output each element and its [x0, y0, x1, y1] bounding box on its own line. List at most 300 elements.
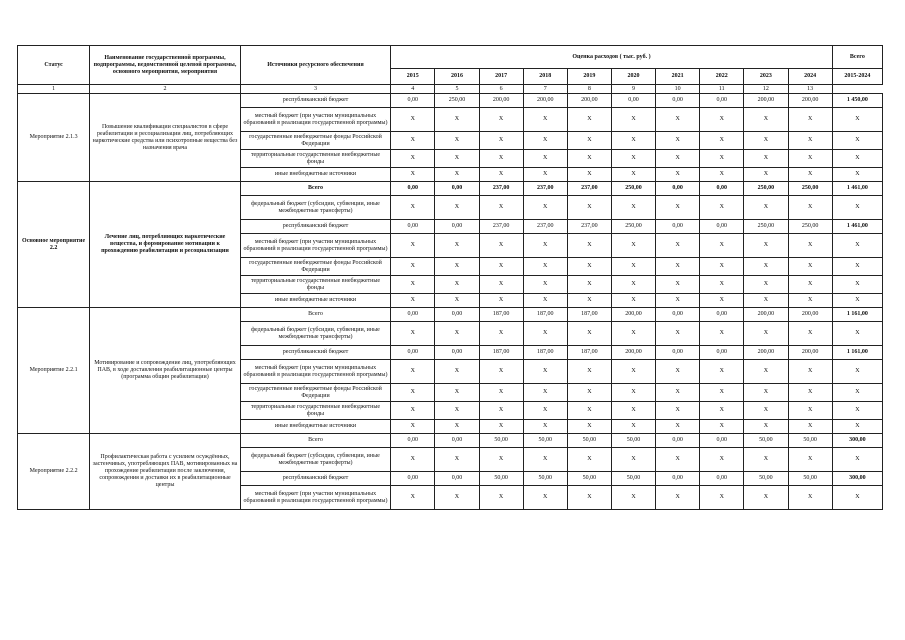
- source-cell: территориальные государственные внебюджетные фонды: [240, 150, 391, 168]
- header-sources: Источники ресурсного обеспечения: [240, 46, 391, 85]
- column-number: 5: [435, 85, 479, 94]
- measure-name-cell: Профилактическая работа с усилием осуждённых, застенчивых, употребляющих ПАВ, мотивированных на прохождение реабилитации после заключения, сопровождения и доставки их в реабилитационные центры: [90, 434, 241, 510]
- value-cell: X: [567, 108, 611, 132]
- value-cell: X: [523, 276, 567, 294]
- status-cell: Мероприятие 2.2.1: [18, 308, 90, 434]
- source-cell: государственные внебюджетные фонды Российской Федерации: [240, 384, 391, 402]
- value-cell: 0,00: [700, 94, 744, 108]
- value-cell: X: [788, 294, 832, 308]
- total-cell: 1 161,00: [832, 308, 882, 322]
- value-cell: 0,00: [435, 346, 479, 360]
- value-cell: X: [788, 486, 832, 510]
- value-cell: X: [700, 420, 744, 434]
- source-cell: республиканский бюджет: [240, 472, 391, 486]
- value-cell: 0,00: [391, 220, 435, 234]
- value-cell: X: [479, 384, 523, 402]
- value-cell: X: [567, 384, 611, 402]
- value-cell: X: [744, 420, 788, 434]
- value-cell: 0,00: [656, 346, 700, 360]
- value-cell: X: [611, 384, 655, 402]
- value-cell: X: [479, 150, 523, 168]
- value-cell: X: [611, 402, 655, 420]
- value-cell: X: [391, 322, 435, 346]
- value-cell: 50,00: [523, 472, 567, 486]
- value-cell: X: [700, 132, 744, 150]
- value-cell: X: [523, 448, 567, 472]
- total-cell: 1 461,00: [832, 182, 882, 196]
- value-cell: X: [611, 486, 655, 510]
- column-number: 9: [611, 85, 655, 94]
- value-cell: X: [479, 276, 523, 294]
- total-cell: X: [832, 420, 882, 434]
- value-cell: X: [656, 448, 700, 472]
- header-year: 2024: [788, 69, 832, 85]
- total-cell: 1 161,00: [832, 346, 882, 360]
- value-cell: 200,00: [788, 346, 832, 360]
- value-cell: X: [788, 360, 832, 384]
- value-cell: 200,00: [567, 94, 611, 108]
- column-number: 13: [788, 85, 832, 94]
- value-cell: 0,00: [611, 94, 655, 108]
- source-cell: иные внебюджетные источники: [240, 420, 391, 434]
- value-cell: X: [788, 420, 832, 434]
- value-cell: X: [391, 360, 435, 384]
- value-cell: X: [567, 420, 611, 434]
- value-cell: X: [656, 322, 700, 346]
- column-number: 8: [567, 85, 611, 94]
- value-cell: 50,00: [744, 434, 788, 448]
- value-cell: 237,00: [523, 220, 567, 234]
- value-cell: 0,00: [435, 472, 479, 486]
- value-cell: X: [435, 234, 479, 258]
- source-cell: федеральный бюджет (субсидии, субвенции, иные межбюджетные трансферты): [240, 448, 391, 472]
- value-cell: X: [744, 132, 788, 150]
- value-cell: X: [611, 150, 655, 168]
- source-cell: иные внебюджетные источники: [240, 168, 391, 182]
- value-cell: X: [788, 384, 832, 402]
- header-total-period: 2015-2024: [832, 69, 882, 85]
- value-cell: 200,00: [523, 94, 567, 108]
- value-cell: X: [479, 486, 523, 510]
- value-cell: X: [744, 486, 788, 510]
- source-cell: республиканский бюджет: [240, 94, 391, 108]
- value-cell: X: [788, 448, 832, 472]
- column-number: 1: [18, 85, 90, 94]
- value-cell: X: [523, 420, 567, 434]
- value-cell: X: [391, 258, 435, 276]
- value-cell: X: [744, 276, 788, 294]
- value-cell: X: [523, 168, 567, 182]
- value-cell: X: [523, 258, 567, 276]
- value-cell: X: [611, 322, 655, 346]
- column-number: 7: [523, 85, 567, 94]
- value-cell: X: [744, 294, 788, 308]
- value-cell: X: [567, 132, 611, 150]
- value-cell: 200,00: [611, 346, 655, 360]
- total-cell: X: [832, 234, 882, 258]
- value-cell: X: [567, 322, 611, 346]
- value-cell: X: [523, 360, 567, 384]
- source-cell: территориальные государственные внебюджетные фонды: [240, 276, 391, 294]
- value-cell: X: [744, 196, 788, 220]
- value-cell: X: [567, 276, 611, 294]
- value-cell: X: [744, 168, 788, 182]
- value-cell: X: [523, 132, 567, 150]
- total-cell: X: [832, 168, 882, 182]
- value-cell: X: [567, 402, 611, 420]
- value-cell: X: [611, 276, 655, 294]
- value-cell: X: [656, 168, 700, 182]
- total-cell: X: [832, 486, 882, 510]
- value-cell: X: [391, 132, 435, 150]
- value-cell: 237,00: [567, 220, 611, 234]
- value-cell: 0,00: [435, 308, 479, 322]
- value-cell: 50,00: [567, 472, 611, 486]
- value-cell: 50,00: [744, 472, 788, 486]
- source-cell: местный бюджет (при участии муниципальных образований в реализации государственной программы): [240, 108, 391, 132]
- value-cell: X: [700, 402, 744, 420]
- total-cell: X: [832, 132, 882, 150]
- value-cell: 50,00: [479, 434, 523, 448]
- value-cell: X: [479, 168, 523, 182]
- value-cell: 50,00: [567, 434, 611, 448]
- value-cell: X: [788, 108, 832, 132]
- value-cell: X: [523, 196, 567, 220]
- value-cell: X: [567, 294, 611, 308]
- value-cell: X: [435, 294, 479, 308]
- value-cell: 200,00: [611, 308, 655, 322]
- value-cell: 0,00: [700, 220, 744, 234]
- value-cell: X: [744, 360, 788, 384]
- value-cell: X: [744, 258, 788, 276]
- status-cell: Мероприятие 2.1.3: [18, 94, 90, 182]
- value-cell: X: [700, 322, 744, 346]
- total-cell: X: [832, 294, 882, 308]
- value-cell: 250,00: [435, 94, 479, 108]
- value-cell: X: [435, 486, 479, 510]
- value-cell: X: [391, 108, 435, 132]
- total-cell: X: [832, 448, 882, 472]
- column-number: 4: [391, 85, 435, 94]
- value-cell: 0,00: [656, 434, 700, 448]
- value-cell: X: [391, 168, 435, 182]
- value-cell: 0,00: [700, 472, 744, 486]
- value-cell: X: [391, 234, 435, 258]
- value-cell: 0,00: [391, 308, 435, 322]
- value-cell: X: [611, 132, 655, 150]
- value-cell: X: [567, 196, 611, 220]
- value-cell: 187,00: [523, 308, 567, 322]
- value-cell: X: [479, 360, 523, 384]
- value-cell: X: [700, 276, 744, 294]
- column-number: 10: [656, 85, 700, 94]
- total-cell: X: [832, 196, 882, 220]
- total-cell: X: [832, 276, 882, 294]
- value-cell: 250,00: [788, 220, 832, 234]
- value-cell: X: [656, 276, 700, 294]
- value-cell: X: [391, 276, 435, 294]
- value-cell: X: [435, 258, 479, 276]
- value-cell: X: [611, 168, 655, 182]
- value-cell: 50,00: [611, 472, 655, 486]
- source-cell: Всего: [240, 434, 391, 448]
- header-year: 2018: [523, 69, 567, 85]
- value-cell: X: [611, 108, 655, 132]
- value-cell: X: [611, 258, 655, 276]
- value-cell: 250,00: [611, 182, 655, 196]
- value-cell: X: [391, 294, 435, 308]
- value-cell: X: [744, 384, 788, 402]
- value-cell: X: [656, 360, 700, 384]
- value-cell: X: [700, 258, 744, 276]
- value-cell: X: [523, 108, 567, 132]
- value-cell: 200,00: [744, 346, 788, 360]
- value-cell: X: [700, 360, 744, 384]
- value-cell: X: [567, 150, 611, 168]
- table-row: [18, 182, 883, 196]
- value-cell: X: [391, 384, 435, 402]
- value-cell: 200,00: [479, 94, 523, 108]
- header-year: 2016: [435, 69, 479, 85]
- value-cell: X: [523, 486, 567, 510]
- source-cell: местный бюджет (при участии муниципальных образований в реализации государственной программы): [240, 360, 391, 384]
- value-cell: X: [391, 402, 435, 420]
- value-cell: X: [523, 294, 567, 308]
- column-number: 6: [479, 85, 523, 94]
- table-row: [18, 308, 883, 322]
- value-cell: X: [435, 384, 479, 402]
- total-cell: X: [832, 384, 882, 402]
- value-cell: X: [567, 448, 611, 472]
- value-cell: X: [479, 448, 523, 472]
- value-cell: 237,00: [479, 220, 523, 234]
- total-cell: X: [832, 150, 882, 168]
- value-cell: X: [700, 448, 744, 472]
- value-cell: X: [391, 448, 435, 472]
- value-cell: 0,00: [391, 94, 435, 108]
- value-cell: X: [611, 360, 655, 384]
- value-cell: X: [391, 486, 435, 510]
- value-cell: X: [656, 486, 700, 510]
- value-cell: X: [435, 150, 479, 168]
- measure-name-cell: Мотивирование и сопровождение лиц, употребляющих ПАВ, в ходе доставления реабилитационные центры (программа общин реабилитации): [90, 308, 241, 434]
- value-cell: 0,00: [700, 182, 744, 196]
- value-cell: X: [479, 196, 523, 220]
- value-cell: X: [391, 420, 435, 434]
- header-year: 2015: [391, 69, 435, 85]
- source-cell: иные внебюджетные источники: [240, 294, 391, 308]
- value-cell: X: [700, 168, 744, 182]
- value-cell: X: [523, 402, 567, 420]
- value-cell: X: [479, 322, 523, 346]
- header-name: Наименование государственной программы, подпрограммы, ведомственной целевой программы, основного мероприятия, мероприятия: [90, 46, 241, 85]
- value-cell: X: [788, 168, 832, 182]
- value-cell: X: [656, 258, 700, 276]
- measure-name-cell: Повышение квалификации специалистов в сфере реабилитации и ресоциализации лиц, потребляющих наркотические средства или психотропные вещества без назначения врача: [90, 94, 241, 182]
- value-cell: X: [788, 402, 832, 420]
- value-cell: 0,00: [435, 182, 479, 196]
- value-cell: 50,00: [611, 434, 655, 448]
- value-cell: X: [479, 234, 523, 258]
- value-cell: 0,00: [391, 182, 435, 196]
- total-cell: X: [832, 360, 882, 384]
- value-cell: 250,00: [611, 220, 655, 234]
- column-number: 11: [700, 85, 744, 94]
- value-cell: X: [700, 384, 744, 402]
- source-cell: государственные внебюджетные фонды Российской Федерации: [240, 132, 391, 150]
- value-cell: X: [611, 234, 655, 258]
- value-cell: 200,00: [744, 94, 788, 108]
- source-cell: Всего: [240, 182, 391, 196]
- value-cell: 200,00: [788, 308, 832, 322]
- value-cell: X: [567, 168, 611, 182]
- value-cell: X: [744, 108, 788, 132]
- value-cell: X: [479, 402, 523, 420]
- value-cell: 200,00: [744, 308, 788, 322]
- total-cell: X: [832, 258, 882, 276]
- value-cell: X: [435, 448, 479, 472]
- value-cell: X: [435, 276, 479, 294]
- value-cell: 187,00: [567, 308, 611, 322]
- value-cell: X: [656, 294, 700, 308]
- value-cell: 200,00: [788, 94, 832, 108]
- source-cell: республиканский бюджет: [240, 346, 391, 360]
- value-cell: 0,00: [656, 308, 700, 322]
- value-cell: X: [435, 168, 479, 182]
- value-cell: X: [656, 108, 700, 132]
- value-cell: 187,00: [523, 346, 567, 360]
- value-cell: X: [656, 384, 700, 402]
- value-cell: X: [479, 420, 523, 434]
- value-cell: X: [567, 258, 611, 276]
- status-cell: Мероприятие 2.2.2: [18, 434, 90, 510]
- value-cell: X: [744, 448, 788, 472]
- value-cell: X: [435, 322, 479, 346]
- total-cell: 300,00: [832, 434, 882, 448]
- measure-name-cell: Лечение лиц, потребляющих наркотические вещества, и формирование мотивации к прохождению реабилитации и ресоциализации: [90, 182, 241, 308]
- value-cell: 0,00: [656, 94, 700, 108]
- value-cell: X: [435, 132, 479, 150]
- value-cell: X: [523, 322, 567, 346]
- value-cell: 0,00: [391, 472, 435, 486]
- value-cell: X: [479, 258, 523, 276]
- value-cell: X: [567, 486, 611, 510]
- value-cell: 50,00: [479, 472, 523, 486]
- value-cell: X: [700, 234, 744, 258]
- header-estimate: Оценка расходов ( тыс. руб. ): [391, 46, 833, 69]
- value-cell: X: [656, 420, 700, 434]
- value-cell: X: [788, 132, 832, 150]
- value-cell: X: [435, 420, 479, 434]
- value-cell: X: [523, 150, 567, 168]
- value-cell: X: [700, 486, 744, 510]
- value-cell: 0,00: [700, 434, 744, 448]
- value-cell: 250,00: [744, 182, 788, 196]
- value-cell: X: [656, 150, 700, 168]
- source-cell: местный бюджет (при участии муниципальных образований в реализации государственной программы): [240, 234, 391, 258]
- value-cell: X: [479, 294, 523, 308]
- source-cell: территориальные государственные внебюджетные фонды: [240, 402, 391, 420]
- value-cell: X: [656, 234, 700, 258]
- total-cell: 300,00: [832, 472, 882, 486]
- value-cell: 50,00: [788, 434, 832, 448]
- header-year: 2022: [700, 69, 744, 85]
- value-cell: X: [435, 360, 479, 384]
- value-cell: 250,00: [744, 220, 788, 234]
- header-status: Статус: [18, 46, 90, 85]
- header-year: 2020: [611, 69, 655, 85]
- value-cell: X: [700, 108, 744, 132]
- value-cell: 50,00: [788, 472, 832, 486]
- value-cell: X: [435, 402, 479, 420]
- value-cell: X: [788, 258, 832, 276]
- column-number: 2: [90, 85, 241, 94]
- total-cell: 1 461,00: [832, 220, 882, 234]
- header-year: 2019: [567, 69, 611, 85]
- value-cell: X: [567, 234, 611, 258]
- value-cell: X: [656, 132, 700, 150]
- value-cell: X: [788, 322, 832, 346]
- value-cell: X: [788, 196, 832, 220]
- value-cell: X: [611, 448, 655, 472]
- value-cell: X: [611, 294, 655, 308]
- status-cell: Основное мероприятие 2.2: [18, 182, 90, 308]
- value-cell: X: [611, 420, 655, 434]
- source-cell: республиканский бюджет: [240, 220, 391, 234]
- value-cell: X: [391, 150, 435, 168]
- value-cell: 0,00: [435, 220, 479, 234]
- value-cell: 187,00: [479, 346, 523, 360]
- source-cell: Всего: [240, 308, 391, 322]
- value-cell: X: [700, 150, 744, 168]
- column-number: 12: [744, 85, 788, 94]
- header-year: 2017: [479, 69, 523, 85]
- value-cell: 50,00: [523, 434, 567, 448]
- total-cell: X: [832, 402, 882, 420]
- value-cell: X: [435, 196, 479, 220]
- value-cell: X: [788, 276, 832, 294]
- value-cell: 0,00: [656, 182, 700, 196]
- total-cell: X: [832, 322, 882, 346]
- value-cell: X: [435, 108, 479, 132]
- budget-table: [17, 45, 883, 510]
- value-cell: X: [744, 322, 788, 346]
- value-cell: X: [611, 196, 655, 220]
- table-row: [18, 434, 883, 448]
- header-total: Всего: [832, 46, 882, 69]
- value-cell: 0,00: [656, 220, 700, 234]
- total-cell: 1 450,00: [832, 94, 882, 108]
- column-number: 3: [240, 85, 391, 94]
- value-cell: X: [744, 402, 788, 420]
- value-cell: X: [700, 196, 744, 220]
- value-cell: X: [788, 234, 832, 258]
- table-row: [18, 94, 883, 108]
- value-cell: 0,00: [391, 346, 435, 360]
- value-cell: X: [479, 108, 523, 132]
- header-year: 2021: [656, 69, 700, 85]
- value-cell: 0,00: [435, 434, 479, 448]
- value-cell: X: [479, 132, 523, 150]
- value-cell: X: [744, 150, 788, 168]
- total-cell: X: [832, 108, 882, 132]
- value-cell: X: [744, 234, 788, 258]
- value-cell: 237,00: [479, 182, 523, 196]
- value-cell: 237,00: [567, 182, 611, 196]
- value-cell: 187,00: [567, 346, 611, 360]
- value-cell: 0,00: [700, 346, 744, 360]
- value-cell: X: [656, 402, 700, 420]
